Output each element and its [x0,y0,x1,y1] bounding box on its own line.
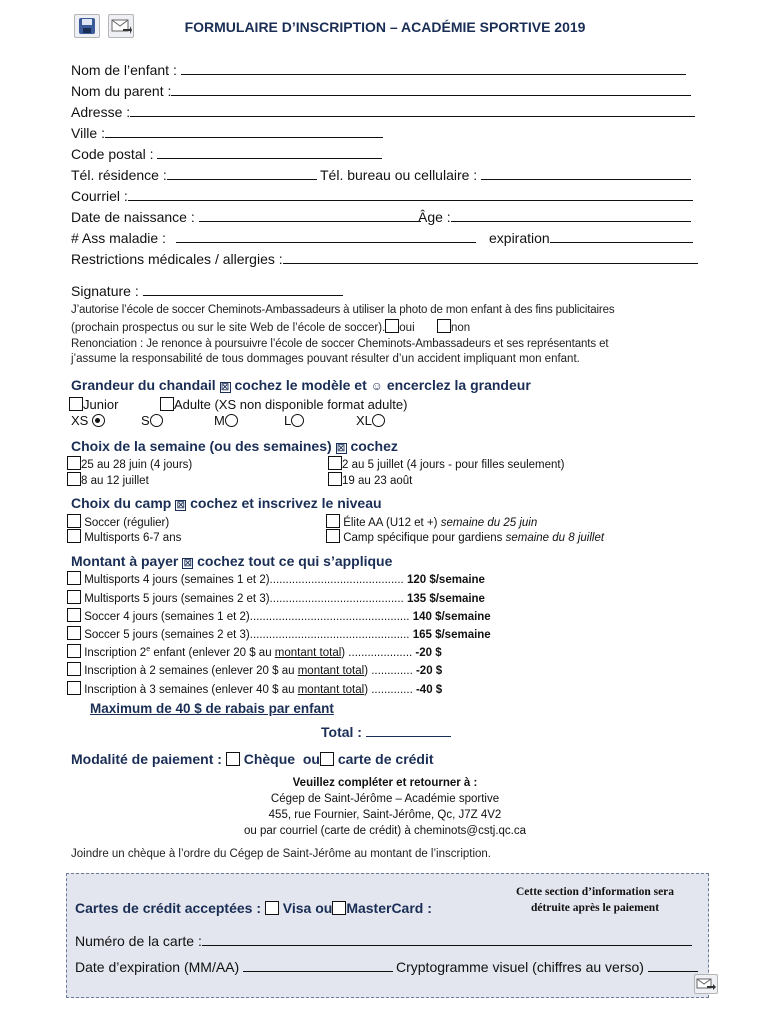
signature-field[interactable]: Signature : [71,282,343,299]
fee-checkbox[interactable] [67,626,81,640]
camp-heading: Choix du camp ☒ cochez et inscrivez le niveau [71,495,382,511]
address-field[interactable]: Adresse : [71,103,695,120]
adult-model-row: Adulte (XS non disponible format adulte) [160,397,407,412]
health-card-input[interactable] [176,229,476,243]
credit-card-checkbox[interactable] [320,752,334,766]
fee-soccer-4[interactable]: Soccer 4 jours (semaines 1 et 2).................................................. 140 $/semaine [67,608,491,623]
accepted-cards-row: Cartes de crédit acceptées : Visa ou MasterCard : [75,900,432,916]
cvv-field[interactable]: Cryptogramme visuel (chiffres au verso) [396,958,698,975]
parent-name-field[interactable]: Nom du parent : [71,82,691,99]
fee-multisports-4[interactable]: Multisports 4 jours (semaines 1 et 2).......................................... 120 $/semaine [67,571,485,586]
total-input[interactable] [366,723,451,737]
postal-code-input[interactable] [157,145,382,159]
restrictions-input[interactable] [283,250,698,264]
camp-elite-checkbox[interactable] [326,514,340,528]
week-4-checkbox[interactable] [328,472,342,486]
photo-consent-choice: (prochain prospectus ou sur le site Web de l’école de soccer). oui non [71,319,470,334]
size-m-radio[interactable] [225,414,238,427]
return-line-2: 455, rue Fournier, Saint-Jérôme, Qc, J7Z 4V2 [268,809,502,821]
birth-date-field[interactable]: Date de naissance : [71,208,421,225]
address-input[interactable] [130,103,695,117]
discount-checkbox[interactable] [67,681,81,695]
work-phone-input[interactable] [481,166,691,180]
checkbox-legend-icon: ☒ [183,558,192,568]
camp-goalkeeper-option[interactable]: Camp spécifique pour gardiens semaine du 8 juillet [326,529,604,544]
expiration-field[interactable]: expiration [489,229,693,246]
checkbox-legend-icon: ☒ [337,443,346,453]
shirt-size-heading: Grandeur du chandail ☒ cochez le modèle et ☺ encerclez la grandeur [71,377,531,393]
card-number-input[interactable] [202,932,692,946]
birth-date-input[interactable] [199,208,421,222]
payment-method-row: Modalité de paiement : Chèque ou carte de crédit [71,751,434,767]
fee-checkbox[interactable] [67,608,81,622]
discount-two-weeks[interactable]: Inscription à 2 semaines (enlever 20 $ au montant total) ............. -20 $ [67,662,442,677]
week-3-option[interactable]: 8 au 12 juillet [67,472,149,487]
return-line-3: ou par courriel (carte de crédit) à cheminots@cstj.qc.ca [243,825,527,837]
size-m[interactable]: M [214,413,238,428]
amount-heading: Montant à payer ☒ cochez tout ce qui s’applique [71,553,393,569]
fee-multisports-5[interactable]: Multisports 5 jours (semaines 2 et 3).......................................... 135 $/semaine [67,590,485,605]
discount-second-child[interactable]: Inscription 2e enfant (enlever 20 $ au montant total) .................... -20 $ [67,644,442,659]
form-title: FORMULAIRE D’INSCRIPTION – ACADÉMIE SPORTIVE 2019 [184,19,586,35]
camp-elite-option[interactable]: Élite AA (U12 et +) semaine du 25 juin [326,514,537,529]
discount-checkbox[interactable] [67,644,81,658]
size-s[interactable]: S [141,413,163,428]
shirt-model-row: Junior [69,397,118,412]
junior-checkbox[interactable] [69,397,83,411]
fee-checkbox[interactable] [67,571,81,585]
destroy-note: Cette section d’information sera détruite après le paiement [515,886,675,914]
card-number-field[interactable]: Numéro de la carte : [75,932,692,949]
fee-checkbox[interactable] [67,590,81,604]
checkbox-legend-icon: ☒ [221,382,230,392]
cvv-input[interactable] [648,958,698,972]
health-card-field[interactable]: # Ass maladie : [71,229,476,246]
card-expiry-input[interactable] [243,958,393,972]
adult-checkbox[interactable] [160,397,174,411]
discount-three-weeks[interactable]: Inscription à 3 semaines (enlever 40 $ au montant total) ............. -40 $ [67,681,442,696]
waiver-text-2: j’assume la responsabilité de tous dommages pouvant résulter d’un accident impliquant mon enfant. [71,353,580,365]
postal-code-field[interactable]: Code postal : [71,145,382,162]
size-xl[interactable]: XL [356,413,385,428]
week-2-checkbox[interactable] [328,456,342,470]
age-input[interactable] [451,208,691,222]
email-send-icon[interactable] [694,974,718,994]
parent-name-input[interactable] [171,82,691,96]
camp-goalkeeper-checkbox[interactable] [326,529,340,543]
camp-soccer-option[interactable]: Soccer (régulier) [67,514,169,529]
city-field[interactable]: Ville : [71,124,383,141]
cheque-checkbox[interactable] [226,752,240,766]
week-2-option[interactable]: 2 au 5 juillet (4 jours - pour filles seulement) [328,456,564,471]
size-s-radio[interactable] [150,414,163,427]
total-field[interactable]: Total : [321,723,451,740]
waiver-text-1: Renonciation : Je renonce à poursuivre l’école de soccer Cheminots-Ambassadeurs et ses représentants et [71,338,609,350]
photo-consent-text: J’autorise l’école de soccer Cheminots-Ambassadeurs à utiliser la photo de mon enfant à des fins publicitaires [71,304,615,316]
weeks-heading: Choix de la semaine (ou des semaines) ☒ cochez [71,438,398,454]
size-l[interactable]: L [284,413,304,428]
fee-soccer-5[interactable]: Soccer 5 jours (semaines 2 et 3).................................................. 165 $/semaine [67,626,491,641]
checkbox-legend-icon: ☒ [176,500,185,510]
week-1-option[interactable]: 25 au 28 juin (4 jours) [67,456,192,471]
size-xs[interactable]: XS [71,413,105,428]
camp-soccer-checkbox[interactable] [67,514,81,528]
child-name-input[interactable] [181,61,686,75]
email-field[interactable]: Courriel : [71,187,693,204]
camp-multisports-checkbox[interactable] [67,529,81,543]
work-phone-field[interactable]: Tél. bureau ou cellulaire : [320,166,691,183]
max-discount-note: Maximum de 40 $ de rabais par enfant [90,701,334,716]
signature-input[interactable] [143,282,343,296]
photo-yes-checkbox[interactable] [385,319,399,333]
cheque-note: Joindre un chèque à l’ordre du Cégep de Saint-Jérôme au montant de l’inscription. [71,848,492,860]
size-xl-radio[interactable] [372,414,385,427]
photo-no-checkbox[interactable] [437,319,451,333]
week-1-checkbox[interactable] [67,456,81,470]
age-field[interactable]: Âge : [418,208,691,225]
email-input[interactable] [128,187,693,201]
week-3-checkbox[interactable] [67,472,81,486]
return-heading: Veuillez compléter et retourner à : [292,777,478,789]
camp-multisports-option[interactable]: Multisports 6-7 ans [67,529,181,544]
city-input[interactable] [105,124,383,138]
child-name-field[interactable]: Nom de l’enfant : [71,61,686,78]
home-phone-field[interactable]: Tél. résidence : [71,166,317,183]
return-line-1: Cégep de Saint-Jérôme – Académie sportive [270,793,500,805]
size-l-radio[interactable] [291,414,304,427]
card-expiry-field[interactable]: Date d’expiration (MM/AA) [75,958,393,975]
size-xs-radio[interactable] [92,414,105,427]
restrictions-field[interactable]: Restrictions médicales / allergies : [71,250,698,267]
expiration-input[interactable] [550,229,693,243]
week-4-option[interactable]: 19 au 23 août [328,472,412,487]
mastercard-checkbox[interactable] [332,901,346,915]
discount-checkbox[interactable] [67,662,81,676]
visa-checkbox[interactable] [265,901,279,915]
smile-icon: ☺ [370,379,383,393]
home-phone-input[interactable] [167,166,317,180]
